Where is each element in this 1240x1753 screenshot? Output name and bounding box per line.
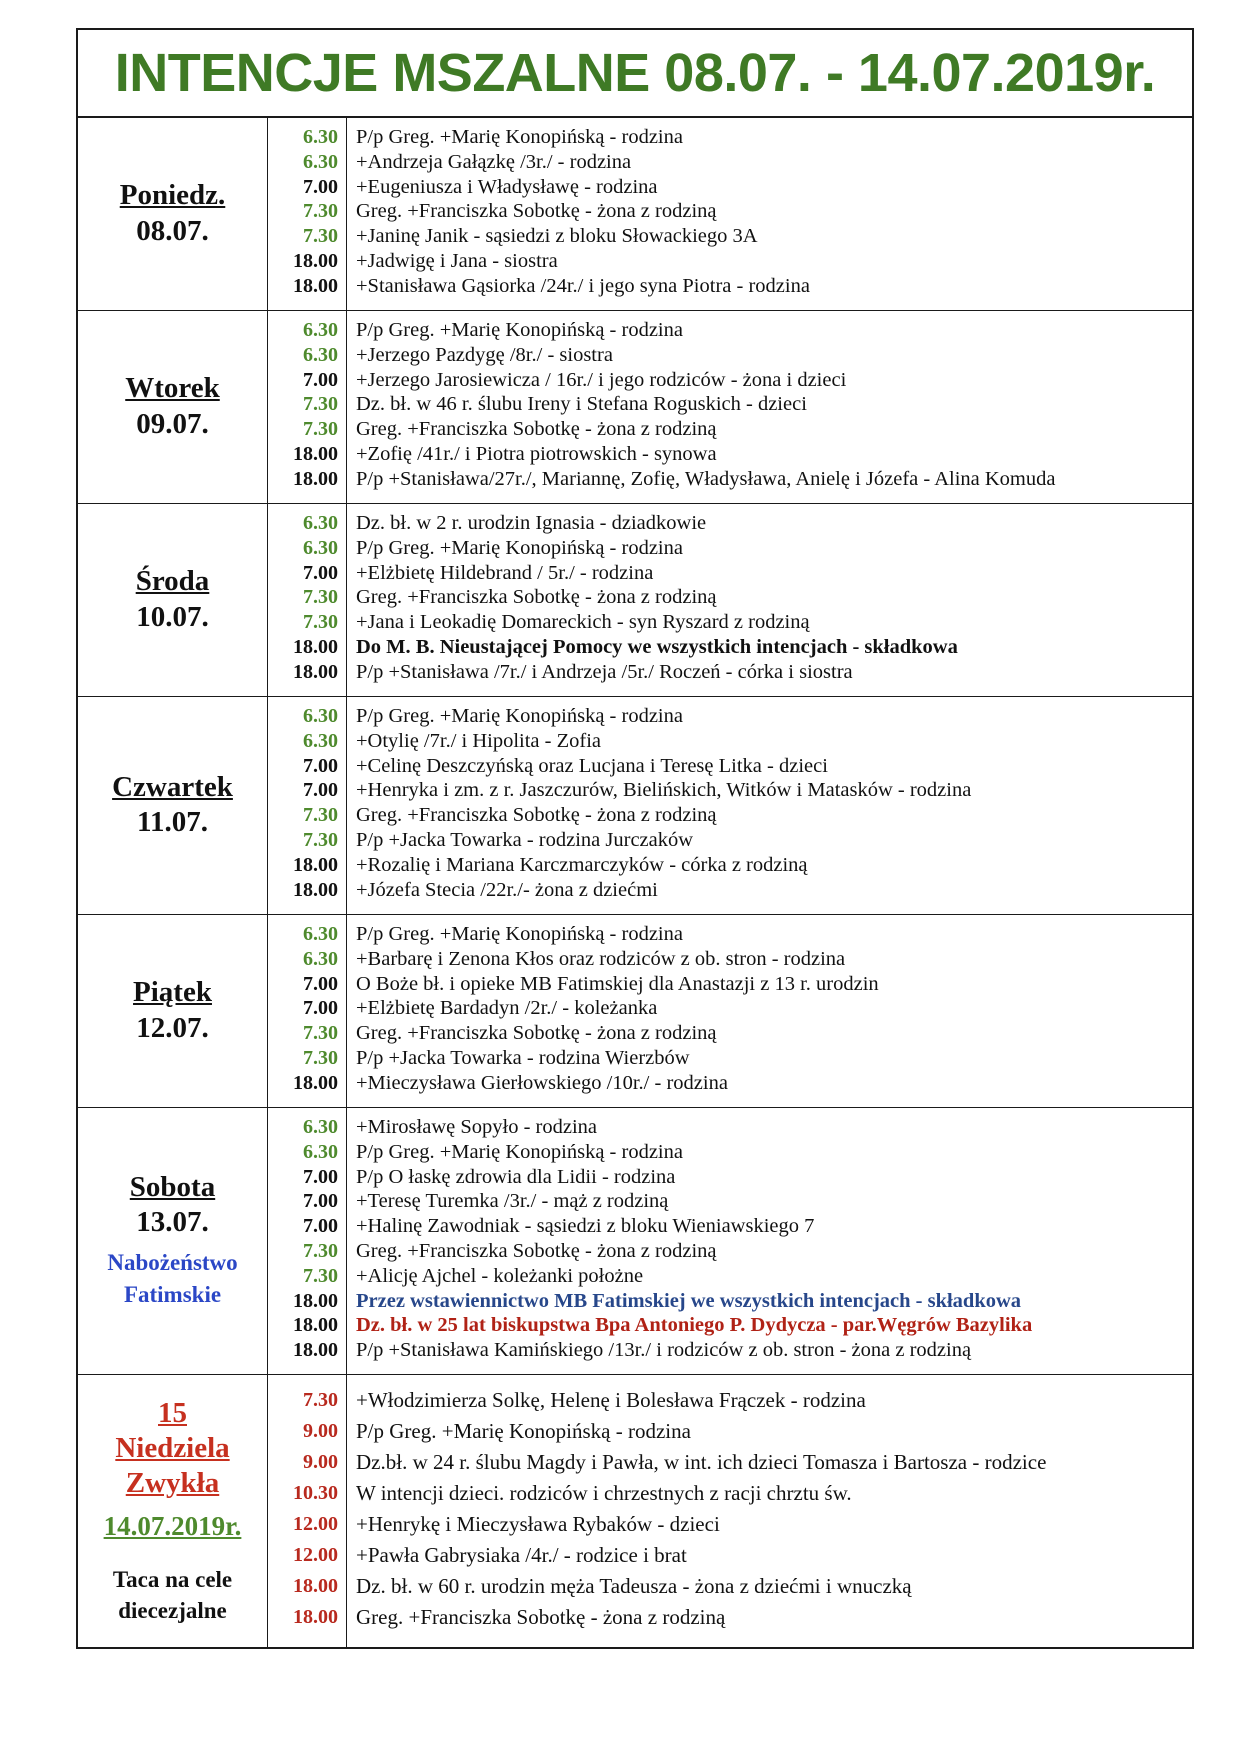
mass-time: 18.00 xyxy=(293,274,338,297)
mass-intention: P/p Greg. +Marię Konopińską - rodzina xyxy=(356,536,683,559)
mass-time: 10.30 xyxy=(293,1482,338,1504)
mass-time: 18.00 xyxy=(293,853,338,876)
mass-intention: Dz. bł. w 2 r. urodzin Ignasia - dziadkowie xyxy=(356,512,707,534)
day-friday xyxy=(78,915,1192,1108)
mass-time: 6.30 xyxy=(303,705,338,727)
day-date: 08.07. xyxy=(136,214,209,247)
day-name: Czwartek xyxy=(112,770,233,803)
mass-time: 6.30 xyxy=(303,729,338,752)
mass-time: 7.30 xyxy=(303,1046,338,1069)
day-label xyxy=(78,118,268,310)
mass-time: 7.30 xyxy=(303,1239,338,1262)
mass-intention: Greg. +Franciszka Sobotkę - żona z rodziną xyxy=(356,804,717,827)
mass-intention: P/p +Stanisława /7r./ i Andrzeja /5r./ Roczeń - córka i siostra xyxy=(356,660,853,683)
mass-time: 7.30 xyxy=(303,225,338,248)
mass-intention: +Henryka i zm. z r. Jaszczurów, Bielińskich, Witków i Matasków - rodzina xyxy=(356,779,972,802)
mass-intention: +Alicję Ajchel - koleżanki położne xyxy=(356,1264,644,1287)
mass-time: 18.00 xyxy=(293,1575,338,1597)
mass-intention: +Jana i Leokadię Domareckich - syn Ryszard z rodziną xyxy=(356,611,810,634)
mass-intention: +Andrzeja Gałązkę /3r./ - rodzina xyxy=(356,150,632,173)
intention-column xyxy=(347,118,1192,310)
mass-intention: +Mieczysława Gierłowskiego /10r./ - rodzina xyxy=(356,1071,728,1094)
day-label xyxy=(78,1375,268,1647)
day-label xyxy=(78,311,268,503)
mass-intention: Greg. +Franciszka Sobotkę - żona z rodziną xyxy=(356,200,717,223)
intention-column xyxy=(347,504,1192,696)
mass-intention: Greg. +Franciszka Sobotkę - żona z rodziną xyxy=(356,1022,717,1045)
day-name: Środa xyxy=(135,565,210,598)
sunday-date: 14.07.2019r. xyxy=(103,1510,242,1541)
mass-intention: Greg. +Franciszka Sobotkę - żona z rodziną xyxy=(356,1239,717,1262)
mass-time: 6.30 xyxy=(303,319,338,341)
mass-time: 7.00 xyxy=(303,368,338,391)
mass-time: 9.00 xyxy=(303,1420,338,1442)
mass-intention: +Rozalię i Mariana Karczmarczyków - córka z rodziną xyxy=(356,853,808,876)
mass-intention: P/p +Jacka Towarka - rodzina Wierzbów xyxy=(356,1046,690,1069)
mass-time: 6.30 xyxy=(303,1116,338,1138)
mass-intention: +Jerzego Jarosiewicza / 16r./ i jego rodziców - żona i dzieci xyxy=(356,368,847,391)
mass-time: 18.00 xyxy=(293,467,338,490)
day-tuesday xyxy=(78,311,1192,504)
mass-time: 7.00 xyxy=(303,779,338,802)
mass-time: 7.00 xyxy=(303,997,338,1020)
mass-time: 7.30 xyxy=(303,418,338,441)
intention-column xyxy=(347,915,1192,1107)
mass-intention: W intencji dzieci. rodziców i chrzestnych z racji chrztu św. xyxy=(356,1481,852,1505)
mass-time: 6.30 xyxy=(303,150,338,173)
mass-intention: P/p Greg. +Marię Konopińską - rodzina xyxy=(356,705,683,727)
time-column xyxy=(268,1108,347,1374)
mass-time: 7.00 xyxy=(303,754,338,777)
collection-note xyxy=(113,1564,232,1626)
note-line: Nabożeństwo xyxy=(107,1249,238,1275)
fatima-service-note xyxy=(107,1247,237,1311)
mass-time: 12.00 xyxy=(293,1513,338,1535)
mass-time: 7.30 xyxy=(303,200,338,223)
mass-intention: +Elżbietę Bardadyn /2r./ - koleżanka xyxy=(356,997,658,1020)
mass-time: 7.00 xyxy=(303,1215,338,1238)
mass-intention: +Otylię /7r./ i Hipolita - Zofia xyxy=(356,729,601,752)
mass-time: 18.00 xyxy=(293,1339,338,1362)
mass-time: 7.00 xyxy=(303,1190,338,1213)
mass-intention: +Józefa Stecia /22r./- żona z dziećmi xyxy=(356,878,658,901)
day-name: Poniedz. xyxy=(119,179,226,212)
mass-intention: +Eugeniusza i Władysławę - rodzina xyxy=(356,175,658,198)
mass-time: 18.00 xyxy=(293,1289,338,1312)
day-monday xyxy=(78,118,1192,311)
mass-time: 7.30 xyxy=(303,1264,338,1287)
time-column xyxy=(268,118,347,310)
intentions-sheet xyxy=(76,28,1194,1649)
intention-column xyxy=(347,697,1192,914)
mass-intention: +Halinę Zawodniak - sąsiedzi z bloku Wieniawskiego 7 xyxy=(356,1215,815,1238)
day-date: 13.07. xyxy=(136,1206,209,1239)
sunday-name: Zwykła xyxy=(125,1466,220,1499)
mass-time: 9.00 xyxy=(303,1451,338,1473)
note-line: diecezjalne xyxy=(118,1597,227,1623)
mass-intention: P/p Greg. +Marię Konopińską - rodzina xyxy=(356,126,683,148)
intention-column xyxy=(347,311,1192,503)
mass-time: 7.00 xyxy=(303,175,338,198)
mass-time: 7.30 xyxy=(303,611,338,634)
mass-intention: +Teresę Turemka /3r./ - mąż z rodziną xyxy=(356,1190,669,1213)
day-name: Piątek xyxy=(133,976,212,1009)
sunday-name: Niedziela xyxy=(115,1432,230,1465)
mass-intention: +Barbarę i Zenona Kłos oraz rodziców z ob. stron - rodzina xyxy=(356,947,846,970)
mass-intention: Greg. +Franciszka Sobotkę - żona z rodziną xyxy=(356,1605,726,1629)
mass-time: 18.00 xyxy=(293,1606,338,1628)
mass-intention: P/p Greg. +Marię Konopińską - rodzina xyxy=(356,1140,683,1163)
day-name: Wtorek xyxy=(125,372,220,405)
mass-intention: P/p Greg. +Marię Konopińską - rodzina xyxy=(356,923,683,945)
sunday-number: 15 xyxy=(158,1397,187,1430)
day-date: 09.07. xyxy=(136,407,209,440)
mass-time: 7.30 xyxy=(303,1022,338,1045)
mass-time: 18.00 xyxy=(293,1314,338,1337)
mass-time: 18.00 xyxy=(293,249,338,272)
mass-time: 6.30 xyxy=(303,343,338,366)
mass-intention: +Włodzimierza Solkę, Helenę i Bolesława Frączek - rodzina xyxy=(356,1388,866,1412)
mass-time: 7.30 xyxy=(303,804,338,827)
day-date: 10.07. xyxy=(136,600,209,633)
mass-time: 7.00 xyxy=(303,972,338,995)
mass-intention: Dz. bł. w 25 lat biskupstwa Bpa Antoniego P. Dydycza - par.Węgrów Bazylika xyxy=(356,1314,1033,1337)
mass-intention: +Mirosławę Sopyło - rodzina xyxy=(356,1116,598,1138)
mass-time: 7.30 xyxy=(303,393,338,416)
mass-intention: +Jerzego Pazdygę /8r./ - siostra xyxy=(356,343,613,366)
page-title: INTENCJE MSZALNE 08.07. - 14.07.2019r. xyxy=(78,30,1192,118)
day-saturday xyxy=(78,1108,1192,1375)
day-label xyxy=(78,915,268,1107)
note-line: Taca na cele xyxy=(112,1566,233,1592)
mass-intention: +Pawła Gabrysiaka /4r./ - rodzice i brat xyxy=(356,1543,687,1567)
day-sunday xyxy=(78,1375,1192,1647)
time-column xyxy=(268,697,347,914)
mass-intention: Dz. bł. w 46 r. ślubu Ireny i Stefana Roguskich - dzieci xyxy=(356,393,807,416)
mass-time: 7.30 xyxy=(303,1389,338,1411)
mass-intention: Greg. +Franciszka Sobotkę - żona z rodziną xyxy=(356,418,717,441)
mass-time: 18.00 xyxy=(293,878,338,901)
mass-intention: Przez wstawiennictwo MB Fatimskiej we wszystkich intencjach - składkowa xyxy=(356,1289,1022,1312)
mass-intention: +Zofię /41r./ i Piotra piotrowskich - synowa xyxy=(356,442,717,465)
intention-column xyxy=(347,1375,1192,1647)
day-label xyxy=(78,1108,268,1374)
mass-time: 6.30 xyxy=(303,126,338,148)
day-label xyxy=(78,697,268,914)
mass-intention: P/p +Stanisława Kamińskiego /13r./ i rodziców z ob. stron - żona z rodziną xyxy=(356,1339,972,1362)
mass-intention: P/p Greg. +Marię Konopińską - rodzina xyxy=(356,319,683,341)
mass-intention: Dz.bł. w 24 r. ślubu Magdy i Pawła, w int. ich dzieci Tomasza i Bartosza - rodzice xyxy=(356,1450,1047,1474)
mass-intention: +Elżbietę Hildebrand / 5r./ - rodzina xyxy=(356,561,654,584)
mass-intention: +Henrykę i Mieczysława Rybaków - dzieci xyxy=(356,1512,720,1536)
mass-time: 7.00 xyxy=(303,561,338,584)
mass-intention: +Celinę Deszczyńską oraz Lucjana i Teresę Litka - dzieci xyxy=(356,754,828,777)
mass-time: 6.30 xyxy=(303,923,338,945)
mass-intention: Dz. bł. w 60 r. urodzin męża Tadeusza - żona z dziećmi i wnuczką xyxy=(356,1574,912,1598)
day-label xyxy=(78,504,268,696)
note-line: Fatimskie xyxy=(123,1281,222,1307)
mass-intention: +Jadwigę i Jana - siostra xyxy=(356,249,558,272)
time-column xyxy=(268,915,347,1107)
mass-intention: O Boże bł. i opieke MB Fatimskiej dla Anastazji z 13 r. urodzin xyxy=(356,972,879,995)
mass-time: 7.30 xyxy=(303,828,338,851)
day-date: 11.07. xyxy=(137,806,208,839)
time-column xyxy=(268,311,347,503)
mass-time: 18.00 xyxy=(293,635,338,658)
mass-intention: P/p +Stanisława/27r./, Mariannę, Zofię, Władysława, Anielę i Józefa - Alina Komuda xyxy=(356,467,1056,490)
day-name: Sobota xyxy=(129,1171,216,1204)
mass-intention: Do M. B. Nieustającej Pomocy we wszystkich intencjach - składkowa xyxy=(356,635,958,658)
mass-intention: P/p O łaskę zdrowia dla Lidii - rodzina xyxy=(356,1165,676,1188)
mass-intention: +Stanisława Gąsiorka /24r./ i jego syna Piotra - rodzina xyxy=(356,274,810,297)
mass-time: 18.00 xyxy=(293,1071,338,1094)
mass-time: 7.00 xyxy=(303,1165,338,1188)
mass-intention: +Janinę Janik - sąsiedzi z bloku Słowackiego 3A xyxy=(356,225,758,248)
mass-time: 12.00 xyxy=(293,1544,338,1566)
mass-intention: Greg. +Franciszka Sobotkę - żona z rodziną xyxy=(356,586,717,609)
mass-time: 18.00 xyxy=(293,660,338,683)
day-thursday xyxy=(78,697,1192,915)
time-column xyxy=(268,1375,347,1647)
mass-intention: P/p Greg. +Marię Konopińską - rodzina xyxy=(356,1419,691,1443)
intention-column xyxy=(347,1108,1192,1374)
mass-time: 6.30 xyxy=(303,1140,338,1163)
mass-time: 18.00 xyxy=(293,442,338,465)
mass-time: 6.30 xyxy=(303,947,338,970)
mass-time: 6.30 xyxy=(303,536,338,559)
time-column xyxy=(268,504,347,696)
mass-time: 6.30 xyxy=(303,512,338,534)
day-wednesday xyxy=(78,504,1192,697)
mass-intention: P/p +Jacka Towarka - rodzina Jurczaków xyxy=(356,828,694,851)
day-date: 12.07. xyxy=(136,1011,209,1044)
mass-time: 7.30 xyxy=(303,586,338,609)
